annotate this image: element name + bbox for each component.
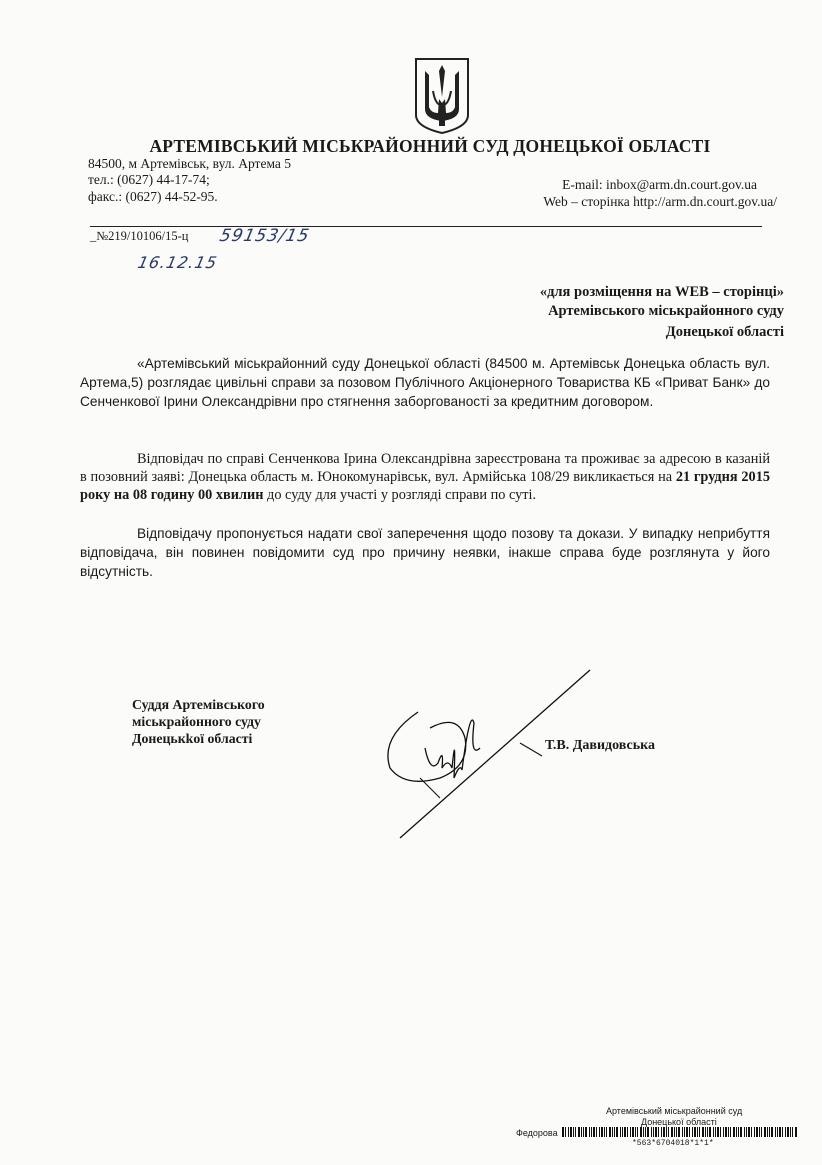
judge-title-line3: Донецькkої області xyxy=(132,731,253,746)
body-paragraph-3: Відповідачу пропонується надати свої заперечення щодо позову та докази. У випадку неприбуття відповідача, він повинен повідомити суд про причину неявки, інакше справа буде розглянута у його відсутність. xyxy=(80,526,770,580)
stamp-region: Донецької області xyxy=(641,1117,717,1127)
handwritten-date: 16.12.15 xyxy=(135,253,220,272)
header-divider xyxy=(90,226,762,227)
body-paragraph-2 xyxy=(80,450,770,504)
registration-number: _№219/10106/15-ц xyxy=(90,229,189,243)
placement-note-line1: «для розміщення на WEB – сторінці» xyxy=(539,284,784,300)
placement-note-line2: Артемівського міськрайонного суду xyxy=(548,303,784,319)
handwritten-number: 59153/15 xyxy=(217,226,312,246)
court-fax: факс.: (0627) 44-52-95. xyxy=(88,189,218,204)
court-address: 84500, м Артемівськ, вул. Артема 5 xyxy=(88,156,292,171)
placement-note-line3: Донецької області xyxy=(665,324,784,340)
handwritten-signature xyxy=(370,668,610,858)
barcode-number: *563*6704018*1*1* xyxy=(632,1139,714,1148)
body-paragraph-1: «Артемівський міськрайонний суду Донецької області (84500 м. Артемівськ Донецька область вул. Артема,5) розглядає цивільні справи за позовом Публічного Акціонерного Товариства КБ «Приват Банк» до Сенченкової Ірини Олександрівни про стягнення заборгованості за кредитним договором. xyxy=(80,356,770,410)
judge-title-line2: міськрайонного суду xyxy=(132,714,261,729)
court-name-heading: АРТЕМІВСЬКИЙ МІСЬКРАЙОННИЙ СУД ДОНЕЦЬКОЇ ОБЛАСТІ xyxy=(149,136,711,156)
court-website: Web – сторінка http://arm.dn.court.gov.ua/ xyxy=(543,194,777,209)
judge-title-line1: Суддя Артемівського xyxy=(132,697,265,712)
court-email: E-mail: inbox@arm.dn.court.gov.ua xyxy=(562,177,757,192)
judge-name: Т.В. Давидовська xyxy=(545,738,655,753)
paragraph2-text: Відповідач по справі Сенченкова Ірина Олександрівна зареєстрована та проживає за адресою в казаній в позовний заяві: Донецька область м. Юнокомунарівськ, вул. Армійська 108/29 викликається на xyxy=(80,451,770,485)
stamp-clerk-name: Федорова xyxy=(516,1128,558,1138)
stamp-court-name: Артемівський міськрайонний суд xyxy=(606,1106,743,1116)
hearing-datetime: 21 грудня 2015 року на 08 годину 00 хвилин xyxy=(80,469,770,503)
barcode-icon xyxy=(562,1127,800,1137)
paragraph2-end: до суду для участі у розгляді справи по суті. xyxy=(263,487,537,503)
court-phone: тел.: (0627) 44-17-74; xyxy=(88,172,210,187)
coat-of-arms-icon xyxy=(413,57,471,135)
